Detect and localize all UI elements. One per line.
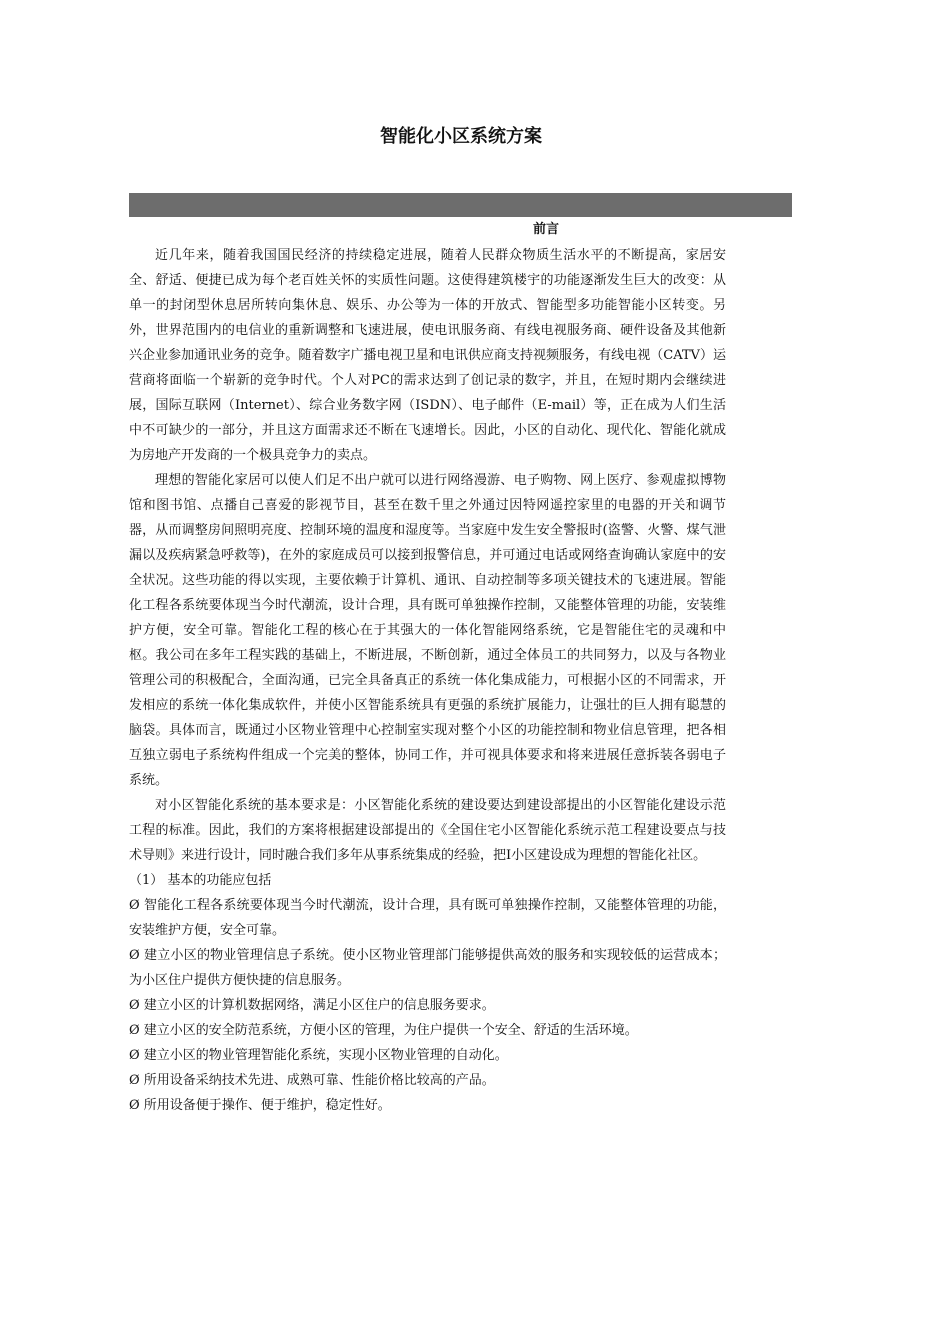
document-body <box>129 243 726 1118</box>
list-item: Ø 所用设备采纳技术先进、成熟可靠、性能价格比较高的产品。 <box>129 1073 495 1088</box>
list-item: Ø 建立小区的物业管理信息子系统。使小区物业管理部门能够提供高效的服务和实现较低的运营成本；为小区住户提供方便快捷的信息服务。 <box>129 948 726 988</box>
document-title: 智能化小区系统方案 <box>380 126 542 147</box>
list-item: Ø 智能化工程各系统要体现当今时代潮流，设计合理，具有既可单独操作控制，又能整体管理的功能，安装维护方便，安全可靠。 <box>129 898 726 938</box>
subheading-basic-functions: （1） 基本的功能应包括 <box>129 873 272 888</box>
header-divider-bar <box>129 193 792 217</box>
list-item: Ø 所用设备便于操作、便于维护，稳定性好。 <box>129 1098 391 1113</box>
paragraph-3: 对小区智能化系统的基本要求是：小区智能化系统的建设要达到建设部提出的小区智能化建设示范工程的标准。因此，我们的方案将根据建设部提出的《全国住宅小区智能化系统示范工程建设要点与技术导则》来进行设计，同时融合我们多年从事系统集成的经验，把Ⅰ小区建设成为理想的智能化社区。 <box>129 798 726 863</box>
list-item: Ø 建立小区的计算机数据网络，满足小区住户的信息服务要求。 <box>129 998 495 1013</box>
function-list <box>129 893 726 1118</box>
section-title-preface: 前言 <box>533 222 560 237</box>
list-item: Ø 建立小区的物业管理智能化系统，实现小区物业管理的自动化。 <box>129 1048 508 1063</box>
paragraph-1: 近几年来，随着我国国民经济的持续稳定进展，随着人民群众物质生活水平的不断提高，家居安全、舒适、便捷已成为每个老百姓关怀的实质性问题。这使得建筑楼宇的功能逐渐发生巨大的改变：从单一的封闭型休息居所转向集休息、娱乐、办公等为一体的开放式、智能型多功能智能小区转变。另外，世界范围内的电信业的重新调整和飞速进展，使电讯服务商、有线电视服务商、硬件设备及其他新兴企业参加通讯业务的竞争。随着数字广播电视卫星和电讯供应商支持视频服务，有线电视（CATV）运营商将面临一个崭新的竞争时代。个人对PC的需求达到了创记录的数字，并且，在短时期内会继续进展，国际互联网（Internet）、综合业务数字网（ISDN）、电子邮件（E-mail）等，正在成为人们生活中不可缺少的一部分，并且这方面需求还不断在飞速增长。因此，小区的自动化、现代化、智能化就成为房地产开发商的一个极具竞争力的卖点。 <box>129 248 726 463</box>
paragraph-2: 理想的智能化家居可以使人们足不出户就可以进行网络漫游、电子购物、网上医疗、参观虚拟博物馆和图书馆、点播自己喜爱的影视节目，甚至在数千里之外通过因特网遥控家里的电器的开关和调节器，从而调整房间照明亮度、控制环境的温度和湿度等。当家庭中发生安全警报时(盗警、火警、煤气泄漏以及疾病紧急呼救等)，在外的家庭成员可以接到报警信息，并可通过电话或网络查询确认家庭中的安全状况。这些功能的得以实现，主要依赖于计算机、通讯、自动控制等多项关键技术的飞速进展。智能化工程各系统要体现当今时代潮流，设计合理，具有既可单独操作控制，又能整体管理的功能，安装维护方便，安全可靠。智能化工程的核心在于其强大的一体化智能网络系统，它是智能住宅的灵魂和中枢。我公司在多年工程实践的基础上，不断进展，不断创新，通过全体员工的共同努力，以及与各物业管理公司的积极配合，全面沟通，已完全具备真正的系统一体化集成能力，可根据小区的不同需求，开发相应的系统一体化集成软件，并使小区智能系统具有更强的系统扩展能力，让强壮的巨人拥有聪慧的脑袋。具体而言，既通过小区物业管理中心控制室实现对整个小区的功能控制和物业信息管理，把各相互独立弱电子系统构件组成一个完美的整体，协同工作，并可视具体要求和将来进展任意拆装各弱电子系统。 <box>129 473 726 788</box>
list-item: Ø 建立小区的安全防范系统，方便小区的管理，为住户提供一个安全、舒适的生活环境。 <box>129 1023 638 1038</box>
